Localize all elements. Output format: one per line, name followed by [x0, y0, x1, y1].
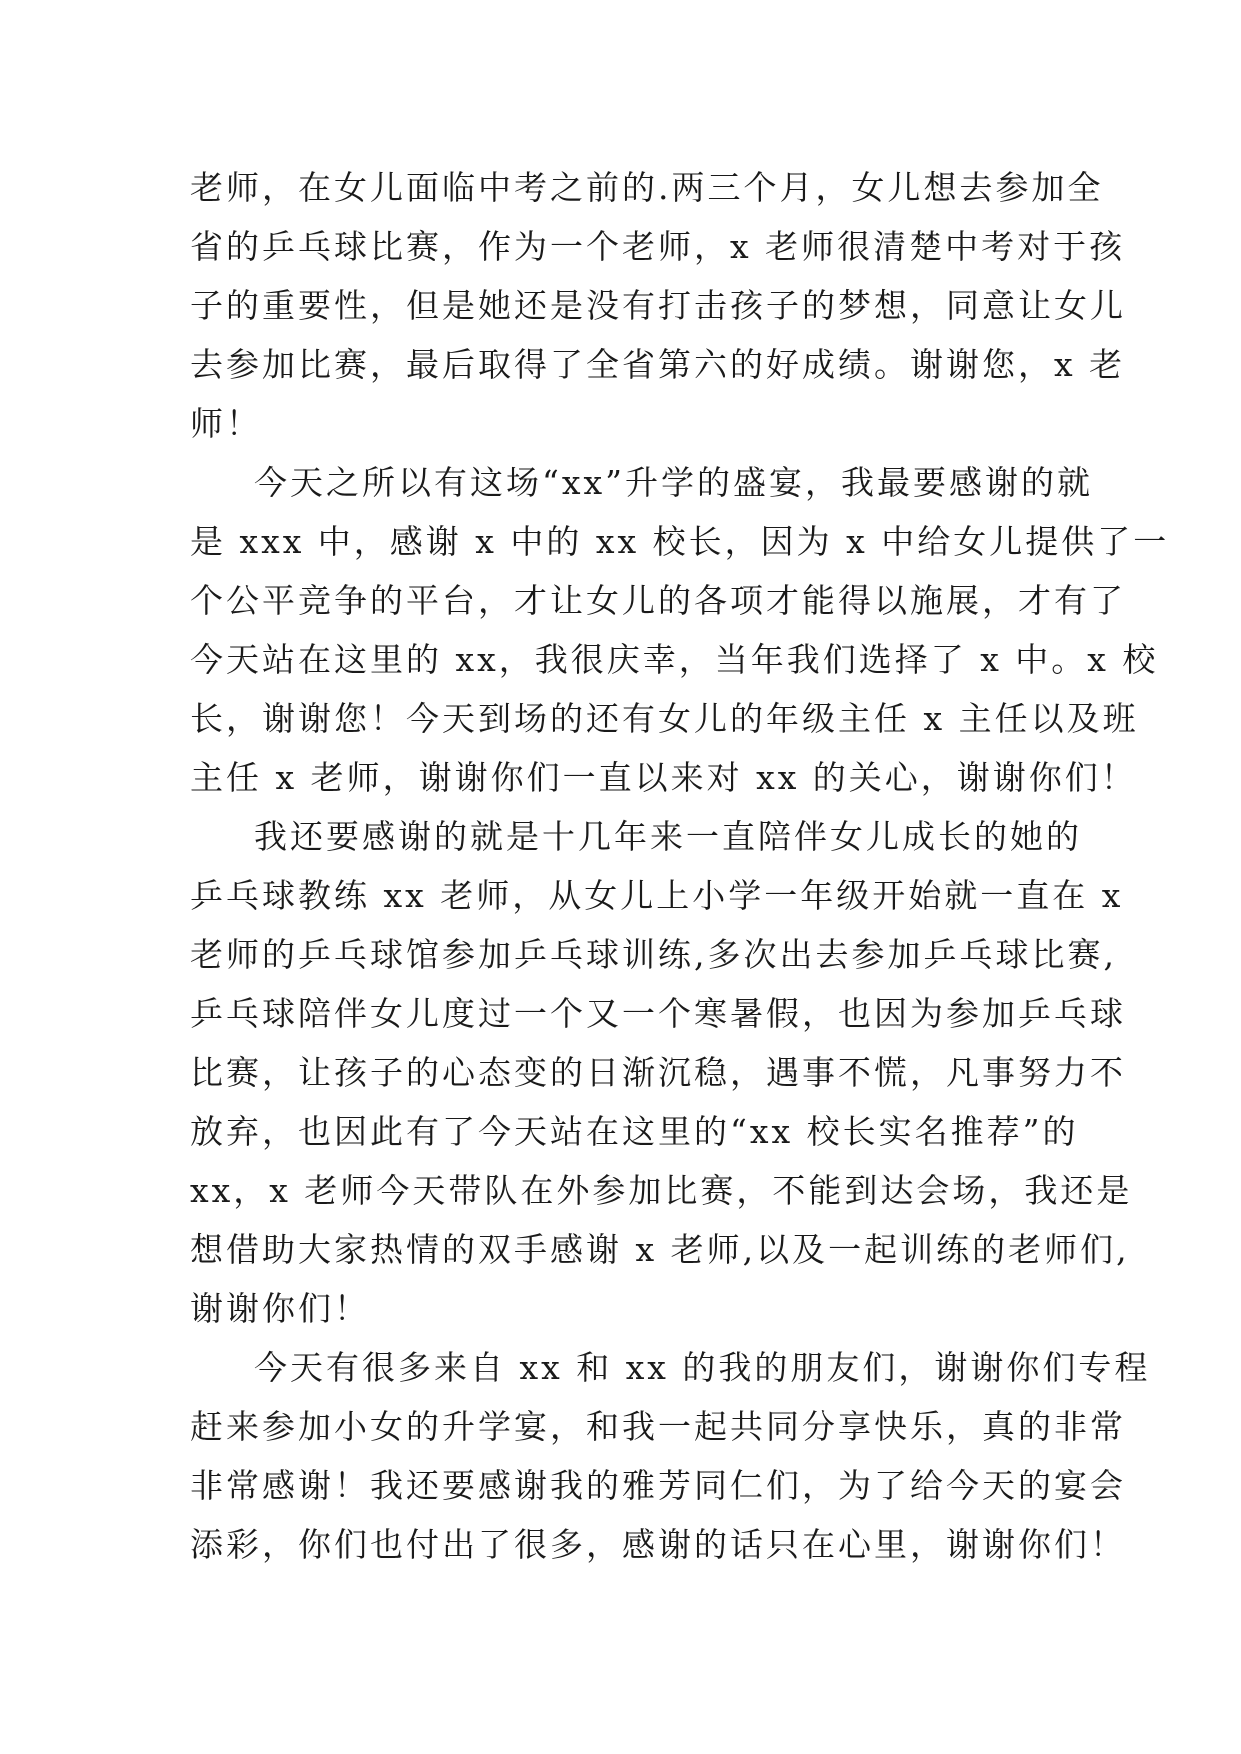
text-line: 是 xxx 中，感谢 x 中的 xx 校长，因为 x 中给女儿提供了一	[190, 522, 1170, 561]
text-line: 子的重要性，但是她还是没有打击孩子的梦想，同意让女儿	[190, 286, 1126, 325]
document-body	[190, 158, 1170, 1574]
text-line: 添彩，你们也付出了很多，感谢的话只在心里，谢谢你们！	[190, 1525, 1126, 1564]
text-line: 非常感谢！我还要感谢我的雅芳同仁们，为了给今天的宴会	[190, 1466, 1126, 1505]
text-line: 比赛，让孩子的心态变的日渐沉稳，遇事不慌，凡事努力不	[190, 1053, 1126, 1092]
text-line: 想借助大家热情的双手感谢 x 老师,以及一起训练的老师们,	[190, 1230, 1130, 1269]
text-line: 个公平竞争的平台，才让女儿的各项才能得以施展，才有了	[190, 581, 1126, 620]
text-line: 谢谢你们！	[190, 1289, 370, 1328]
text-line: 放弃，也因此有了今天站在这里的“xx 校长实名推荐”的	[190, 1112, 1079, 1151]
text-line: 老师的乒乓球馆参加乒乓球训练,多次出去参加乒乓球比赛,	[190, 935, 1117, 974]
text-line: 乒乓球陪伴女儿度过一个又一个寒暑假，也因为参加乒乓球	[190, 994, 1126, 1033]
paragraph-first-line: 我还要感谢的就是十几年来一直陪伴女儿成长的她的	[254, 817, 1082, 856]
paragraph-first-line: 今天有很多来自 xx 和 xx 的我的朋友们，谢谢你们专程	[254, 1348, 1151, 1387]
text-line: 省的乒乓球比赛，作为一个老师，x 老师很清楚中考对于孩	[190, 227, 1126, 266]
text-line: xx，x 老师今天带队在外参加比赛，不能到达会场，我还是	[190, 1171, 1133, 1210]
text-line: 今天站在这里的 xx，我很庆幸，当年我们选择了 x 中。x 校	[190, 640, 1159, 679]
text-line: 主任 x 老师，谢谢你们一直以来对 xx 的关心，谢谢你们！	[190, 758, 1137, 797]
text-line: 赶来参加小女的升学宴，和我一起共同分享快乐，真的非常	[190, 1407, 1126, 1446]
text-line: 老师，在女儿面临中考之前的.两三个月，女儿想去参加全	[190, 168, 1104, 207]
paragraph-first-line: 今天之所以有这场“xx”升学的盛宴，我最要感谢的就	[254, 463, 1093, 502]
text-line: 师！	[190, 404, 262, 443]
text-line: 长，谢谢您！今天到场的还有女儿的年级主任 x 主任以及班	[190, 699, 1139, 738]
text-line: 乒乓球教练 xx 老师，从女儿上小学一年级开始就一直在 x	[190, 876, 1124, 915]
text-line: 去参加比赛，最后取得了全省第六的好成绩。谢谢您，x 老	[190, 345, 1126, 384]
